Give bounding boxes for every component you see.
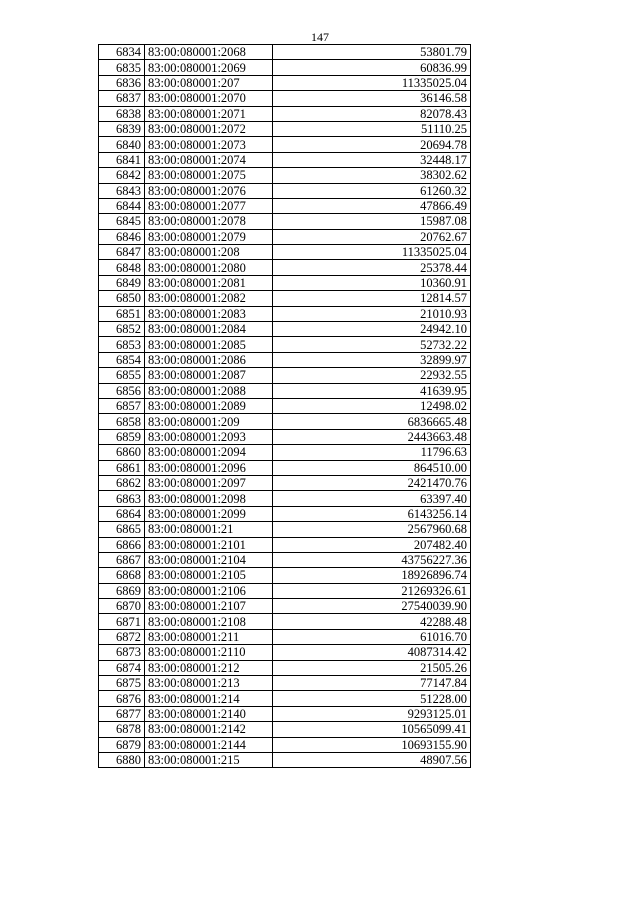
cadastral-number-cell: 83:00:080001:21 <box>145 522 273 537</box>
cadastral-number-cell: 83:00:080001:2142 <box>145 722 273 737</box>
row-number-cell: 6875 <box>99 676 145 691</box>
row-number-cell: 6845 <box>99 214 145 229</box>
row-number-cell: 6839 <box>99 121 145 136</box>
table-row <box>99 599 471 614</box>
row-number-cell: 6849 <box>99 275 145 290</box>
row-number-cell: 6850 <box>99 291 145 306</box>
value-cell: 51110.25 <box>273 121 471 136</box>
row-number-cell: 6837 <box>99 91 145 106</box>
row-number-cell: 6869 <box>99 583 145 598</box>
cadastral-number-cell: 83:00:080001:208 <box>145 245 273 260</box>
value-cell: 2567960.68 <box>273 522 471 537</box>
value-cell: 6143256.14 <box>273 506 471 521</box>
row-number-cell: 6838 <box>99 106 145 121</box>
value-cell: 42288.48 <box>273 614 471 629</box>
cadastral-number-cell: 83:00:080001:2105 <box>145 568 273 583</box>
row-number-cell: 6836 <box>99 75 145 90</box>
value-cell: 11335025.04 <box>273 75 471 90</box>
row-number-cell: 6877 <box>99 706 145 721</box>
value-cell: 10565099.41 <box>273 722 471 737</box>
table-row <box>99 522 471 537</box>
row-number-cell: 6872 <box>99 629 145 644</box>
cadastral-number-cell: 83:00:080001:2076 <box>145 183 273 198</box>
row-number-cell: 6857 <box>99 398 145 413</box>
cadastral-number-cell: 83:00:080001:209 <box>145 414 273 429</box>
cadastral-number-cell: 83:00:080001:2101 <box>145 537 273 552</box>
row-number-cell: 6878 <box>99 722 145 737</box>
row-number-cell: 6843 <box>99 183 145 198</box>
value-cell: 6836665.48 <box>273 414 471 429</box>
value-cell: 864510.00 <box>273 460 471 475</box>
row-number-cell: 6835 <box>99 60 145 75</box>
value-cell: 20762.67 <box>273 229 471 244</box>
cadastral-number-cell: 83:00:080001:215 <box>145 752 273 767</box>
value-cell: 51228.00 <box>273 691 471 706</box>
table-row <box>99 168 471 183</box>
cadastral-number-cell: 83:00:080001:2081 <box>145 275 273 290</box>
table-row <box>99 291 471 306</box>
value-cell: 32448.17 <box>273 152 471 167</box>
table-row <box>99 752 471 767</box>
table-row <box>99 337 471 352</box>
cadastral-number-cell: 83:00:080001:2089 <box>145 398 273 413</box>
value-cell: 82078.43 <box>273 106 471 121</box>
cadastral-number-cell: 83:00:080001:2068 <box>145 45 273 60</box>
cadastral-number-cell: 83:00:080001:2110 <box>145 645 273 660</box>
row-number-cell: 6871 <box>99 614 145 629</box>
row-number-cell: 6868 <box>99 568 145 583</box>
page-number: 147 <box>311 30 329 44</box>
value-cell: 207482.40 <box>273 537 471 552</box>
row-number-cell: 6859 <box>99 429 145 444</box>
table-row <box>99 183 471 198</box>
value-cell: 41639.95 <box>273 383 471 398</box>
value-cell: 32899.97 <box>273 352 471 367</box>
value-cell: 48907.56 <box>273 752 471 767</box>
table-row <box>99 629 471 644</box>
value-cell: 21505.26 <box>273 660 471 675</box>
value-cell: 10693155.90 <box>273 737 471 752</box>
cadastral-number-cell: 83:00:080001:2074 <box>145 152 273 167</box>
row-number-cell: 6840 <box>99 137 145 152</box>
cadastral-number-cell: 83:00:080001:207 <box>145 75 273 90</box>
row-number-cell: 6854 <box>99 352 145 367</box>
row-number-cell: 6847 <box>99 245 145 260</box>
table-row <box>99 322 471 337</box>
cadastral-number-cell: 83:00:080001:2140 <box>145 706 273 721</box>
table-row <box>99 645 471 660</box>
value-cell: 15987.08 <box>273 214 471 229</box>
value-cell: 11335025.04 <box>273 245 471 260</box>
value-cell: 25378.44 <box>273 260 471 275</box>
table-row <box>99 660 471 675</box>
value-cell: 43756227.36 <box>273 552 471 567</box>
table-row <box>99 537 471 552</box>
cadastral-number-cell: 83:00:080001:2088 <box>145 383 273 398</box>
table-row <box>99 260 471 275</box>
table-row <box>99 552 471 567</box>
table-row <box>99 368 471 383</box>
cadastral-number-cell: 83:00:080001:2069 <box>145 60 273 75</box>
row-number-cell: 6870 <box>99 599 145 614</box>
row-number-cell: 6844 <box>99 198 145 213</box>
value-cell: 52732.22 <box>273 337 471 352</box>
table-row <box>99 691 471 706</box>
value-cell: 47866.49 <box>273 198 471 213</box>
value-cell: 27540039.90 <box>273 599 471 614</box>
value-cell: 10360.91 <box>273 275 471 290</box>
row-number-cell: 6856 <box>99 383 145 398</box>
row-number-cell: 6848 <box>99 260 145 275</box>
cadastral-number-cell: 83:00:080001:2093 <box>145 429 273 444</box>
row-number-cell: 6879 <box>99 737 145 752</box>
cadastral-number-cell: 83:00:080001:2083 <box>145 306 273 321</box>
row-number-cell: 6858 <box>99 414 145 429</box>
value-cell: 12814.57 <box>273 291 471 306</box>
cadastral-number-cell: 83:00:080001:2108 <box>145 614 273 629</box>
table-row <box>99 352 471 367</box>
value-cell: 18926896.74 <box>273 568 471 583</box>
row-number-cell: 6841 <box>99 152 145 167</box>
table-row <box>99 429 471 444</box>
value-cell: 61260.32 <box>273 183 471 198</box>
value-cell: 36146.58 <box>273 91 471 106</box>
value-cell: 2421470.76 <box>273 475 471 490</box>
row-number-cell: 6846 <box>99 229 145 244</box>
value-cell: 11796.63 <box>273 445 471 460</box>
value-cell: 24942.10 <box>273 322 471 337</box>
cadastral-number-cell: 83:00:080001:2086 <box>145 352 273 367</box>
cadastral-number-cell: 83:00:080001:2075 <box>145 168 273 183</box>
table-row <box>99 414 471 429</box>
table-row <box>99 75 471 90</box>
cadastral-number-cell: 83:00:080001:2084 <box>145 322 273 337</box>
table-row <box>99 214 471 229</box>
row-number-cell: 6860 <box>99 445 145 460</box>
cadastral-number-cell: 83:00:080001:2097 <box>145 475 273 490</box>
value-cell: 38302.62 <box>273 168 471 183</box>
table-row <box>99 506 471 521</box>
cadastral-number-cell: 83:00:080001:2106 <box>145 583 273 598</box>
cadastral-number-cell: 83:00:080001:2078 <box>145 214 273 229</box>
table-row <box>99 568 471 583</box>
cadastral-number-cell: 83:00:080001:2072 <box>145 121 273 136</box>
cadastral-number-cell: 83:00:080001:2085 <box>145 337 273 352</box>
table-row <box>99 460 471 475</box>
row-number-cell: 6842 <box>99 168 145 183</box>
cadastral-number-cell: 83:00:080001:2087 <box>145 368 273 383</box>
value-cell: 2443663.48 <box>273 429 471 444</box>
table-row <box>99 583 471 598</box>
value-cell: 63397.40 <box>273 491 471 506</box>
table-row <box>99 737 471 752</box>
cadastral-number-cell: 83:00:080001:2082 <box>145 291 273 306</box>
table-row <box>99 491 471 506</box>
value-cell: 22932.55 <box>273 368 471 383</box>
table-row <box>99 198 471 213</box>
row-number-cell: 6867 <box>99 552 145 567</box>
cadastral-number-cell: 83:00:080001:2144 <box>145 737 273 752</box>
cadastral-number-cell: 83:00:080001:2099 <box>145 506 273 521</box>
row-number-cell: 6855 <box>99 368 145 383</box>
cadastral-number-cell: 83:00:080001:212 <box>145 660 273 675</box>
cadastral-number-cell: 83:00:080001:213 <box>145 676 273 691</box>
table-row <box>99 45 471 60</box>
value-cell: 9293125.01 <box>273 706 471 721</box>
row-number-cell: 6864 <box>99 506 145 521</box>
table-row <box>99 137 471 152</box>
row-number-cell: 6865 <box>99 522 145 537</box>
cadastral-number-cell: 83:00:080001:214 <box>145 691 273 706</box>
cadastral-number-cell: 83:00:080001:2079 <box>145 229 273 244</box>
table-row <box>99 475 471 490</box>
cadastral-number-cell: 83:00:080001:2107 <box>145 599 273 614</box>
row-number-cell: 6874 <box>99 660 145 675</box>
row-number-cell: 6876 <box>99 691 145 706</box>
cadastral-number-cell: 83:00:080001:2071 <box>145 106 273 121</box>
cadastral-number-cell: 83:00:080001:2104 <box>145 552 273 567</box>
row-number-cell: 6880 <box>99 752 145 767</box>
row-number-cell: 6866 <box>99 537 145 552</box>
value-cell: 60836.99 <box>273 60 471 75</box>
row-number-cell: 6863 <box>99 491 145 506</box>
table-row <box>99 106 471 121</box>
cadastral-number-cell: 83:00:080001:2096 <box>145 460 273 475</box>
row-number-cell: 6862 <box>99 475 145 490</box>
table-row <box>99 121 471 136</box>
table-body <box>99 45 471 768</box>
table-row <box>99 398 471 413</box>
table-row <box>99 60 471 75</box>
table-row <box>99 91 471 106</box>
value-cell: 53801.79 <box>273 45 471 60</box>
cadastral-number-cell: 83:00:080001:2073 <box>145 137 273 152</box>
cadastral-value-table <box>98 44 471 768</box>
row-number-cell: 6861 <box>99 460 145 475</box>
value-cell: 61016.70 <box>273 629 471 644</box>
cadastral-number-cell: 83:00:080001:2070 <box>145 91 273 106</box>
table-row <box>99 614 471 629</box>
table-row <box>99 722 471 737</box>
value-cell: 12498.02 <box>273 398 471 413</box>
table-row <box>99 306 471 321</box>
table-row <box>99 706 471 721</box>
value-cell: 77147.84 <box>273 676 471 691</box>
row-number-cell: 6873 <box>99 645 145 660</box>
cadastral-number-cell: 83:00:080001:2080 <box>145 260 273 275</box>
table-row <box>99 152 471 167</box>
table-row <box>99 383 471 398</box>
cadastral-number-cell: 83:00:080001:211 <box>145 629 273 644</box>
table-row <box>99 275 471 290</box>
cadastral-number-cell: 83:00:080001:2098 <box>145 491 273 506</box>
value-cell: 20694.78 <box>273 137 471 152</box>
cadastral-number-cell: 83:00:080001:2077 <box>145 198 273 213</box>
table-row <box>99 229 471 244</box>
row-number-cell: 6834 <box>99 45 145 60</box>
table-row <box>99 245 471 260</box>
row-number-cell: 6853 <box>99 337 145 352</box>
table-row <box>99 445 471 460</box>
row-number-cell: 6851 <box>99 306 145 321</box>
value-cell: 4087314.42 <box>273 645 471 660</box>
table-row <box>99 676 471 691</box>
value-cell: 21010.93 <box>273 306 471 321</box>
row-number-cell: 6852 <box>99 322 145 337</box>
cadastral-number-cell: 83:00:080001:2094 <box>145 445 273 460</box>
value-cell: 21269326.61 <box>273 583 471 598</box>
